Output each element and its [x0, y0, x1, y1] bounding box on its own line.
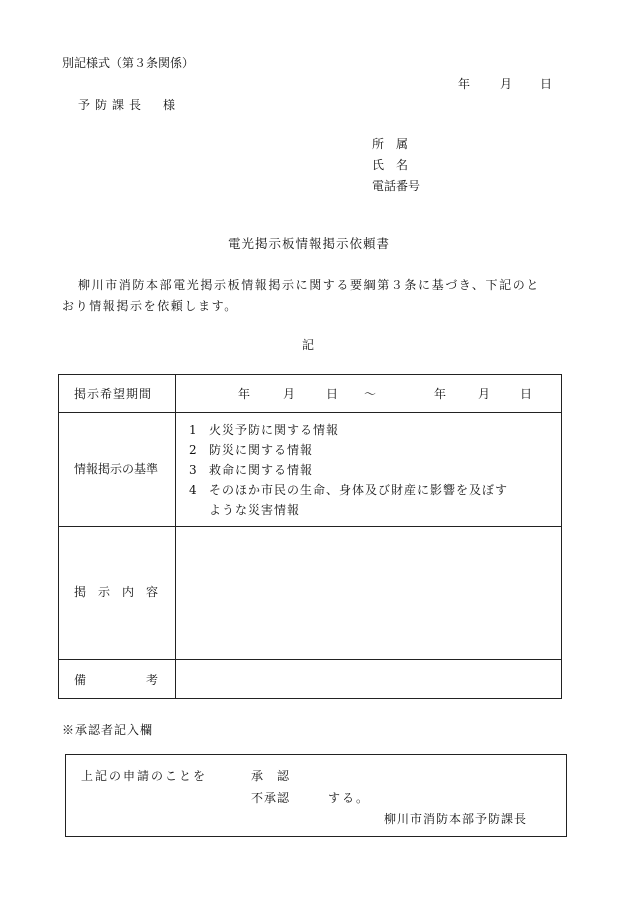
criteria-item-text: そのほか市民の生命、身体及び財産に影響を及ぼす [209, 483, 509, 497]
form-label: 別記様式（第３条関係） [62, 56, 195, 70]
period-to-year: 年 [434, 387, 447, 401]
disapprove-option[interactable]: 不承認 [251, 791, 291, 805]
request-table [58, 374, 562, 699]
criteria-item-text: 防災に関する情報 [209, 443, 314, 457]
table-row-divider [59, 412, 561, 413]
period-to-month: 月 [478, 387, 491, 401]
document-title: 電光掲示板情報掲示依頼書 [228, 236, 391, 251]
date-month: 月 [500, 77, 513, 91]
period-from-month: 月 [283, 387, 296, 401]
criteria-item-number: 1 [189, 423, 197, 437]
remarks-input-area[interactable] [181, 665, 557, 693]
criteria-label: 情報掲示の基準 [74, 462, 159, 476]
table-column-divider [175, 375, 176, 698]
phone-label: 電話番号 [372, 179, 421, 193]
body-text-line-1: 柳川市消防本部電光掲示板情報掲示に関する要綱第３条に基づき、下記のと [78, 278, 540, 292]
suru-text: する。 [328, 791, 371, 805]
date-year: 年 [458, 77, 471, 91]
criteria-item-number: 4 [189, 483, 197, 497]
affiliation-label: 所 属 [372, 137, 409, 151]
ki-marker: 記 [302, 338, 315, 352]
content-input-area[interactable] [181, 533, 557, 653]
period-from-year: 年 [238, 387, 251, 401]
body-text-line-2: おり情報掲示を依頼します。 [62, 299, 238, 313]
period-to-day: 日 [520, 387, 533, 401]
criteria-item-number: 2 [189, 443, 197, 457]
remarks-label-left: 備 [74, 673, 87, 687]
period-label: 掲示希望期間 [74, 387, 153, 401]
approval-box [65, 754, 567, 837]
approve-option[interactable]: 承 認 [251, 769, 291, 783]
criteria-item-text: 火災予防に関する情報 [209, 423, 340, 437]
date-day: 日 [540, 77, 553, 91]
table-row-divider [59, 659, 561, 660]
approval-heading: ※承認者記入欄 [62, 723, 154, 737]
period-from-day: 日 [326, 387, 339, 401]
approval-signature: 柳川市消防本部予防課長 [384, 812, 528, 826]
criteria-item-text-continued: ような災害情報 [209, 503, 301, 517]
approval-line1: 上記の申請のことを [81, 769, 208, 783]
criteria-item-text: 救命に関する情報 [209, 463, 314, 477]
table-row-divider [59, 526, 561, 527]
criteria-item-number: 3 [189, 463, 197, 477]
remarks-label-right: 考 [146, 673, 159, 687]
period-tilde: ～ [364, 387, 377, 401]
content-label: 掲示内容 [74, 585, 171, 599]
name-label: 氏 名 [372, 158, 409, 172]
addressee: 予防課長 様 [78, 98, 181, 112]
